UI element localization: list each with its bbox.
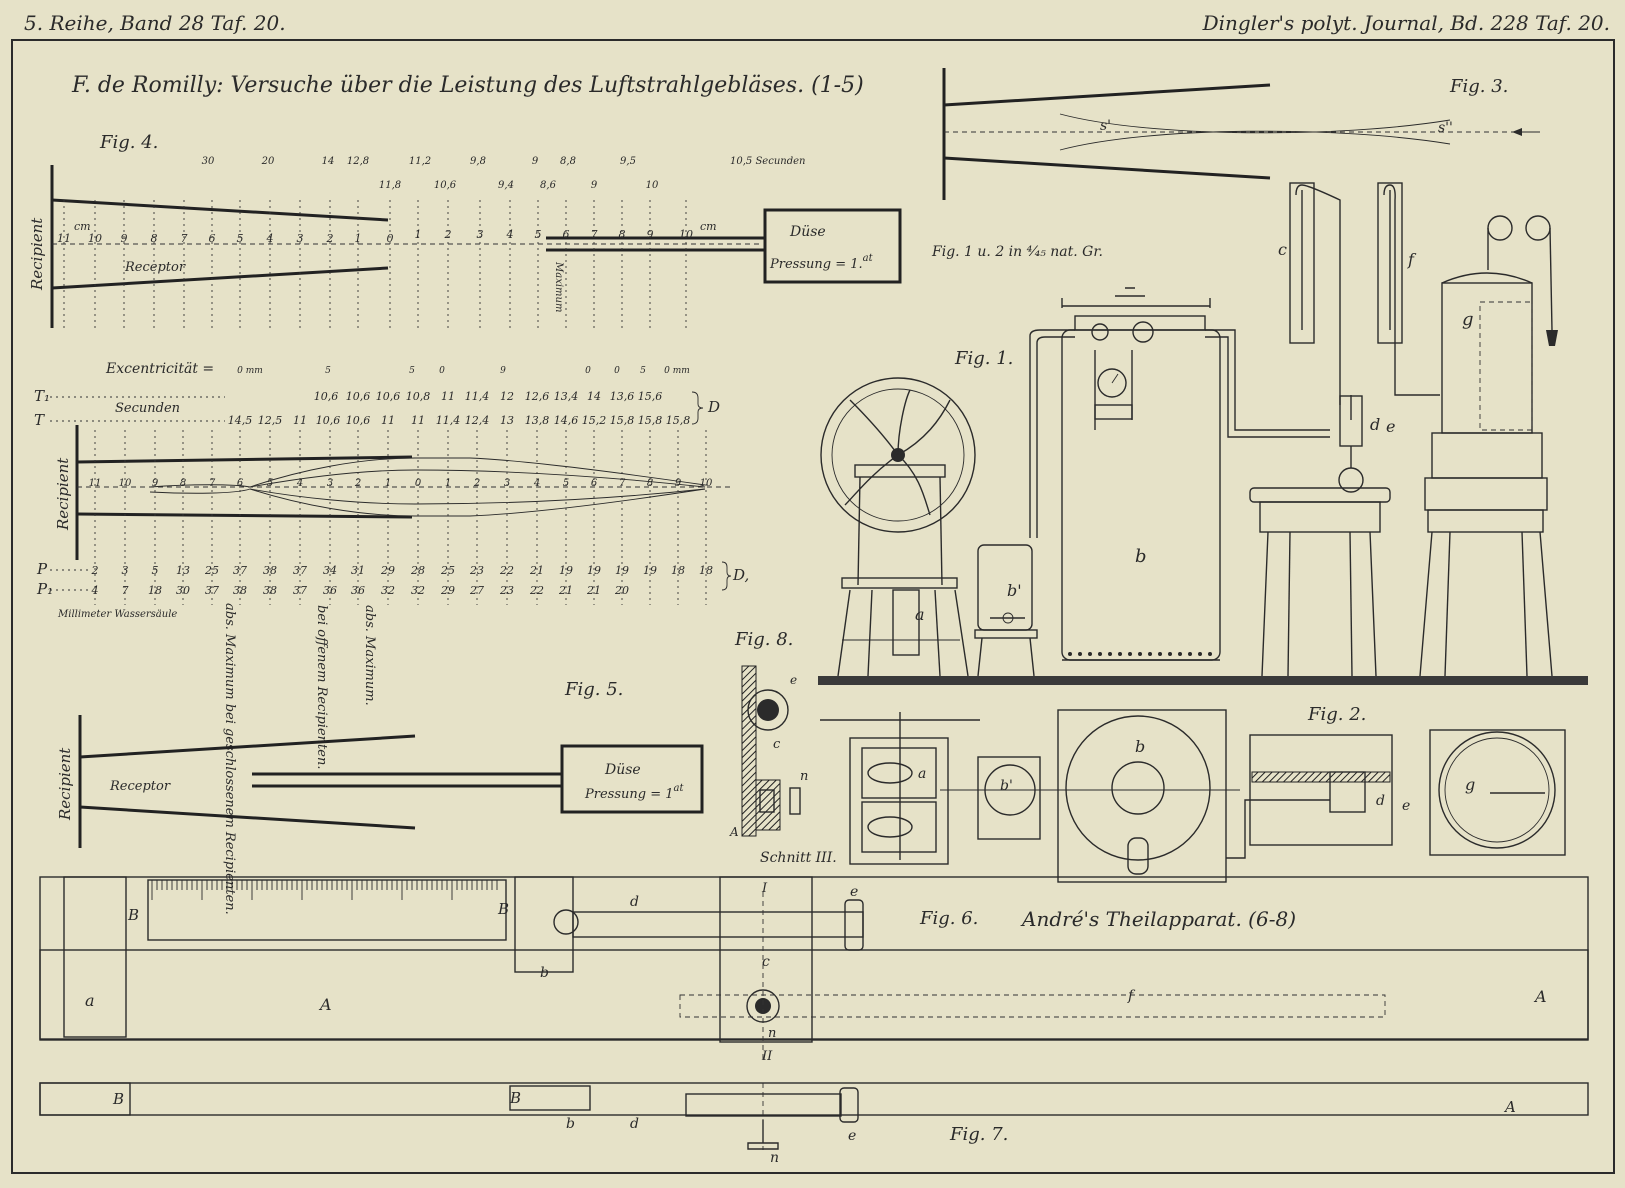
t1-value: 14 bbox=[587, 390, 601, 403]
excentricitaet-label: Excentricität = bbox=[106, 361, 215, 377]
fig4-recipient: Recipient bbox=[28, 217, 46, 290]
fig6-II: II bbox=[762, 1049, 773, 1064]
p-value: 34 bbox=[323, 564, 337, 577]
fig7-b: b bbox=[566, 1116, 575, 1132]
p1-value: 38 bbox=[263, 584, 277, 597]
exc-value: 5 bbox=[325, 366, 331, 376]
fig2-a: a bbox=[918, 766, 927, 782]
p-value: 29 bbox=[381, 564, 395, 577]
fig6-a: a bbox=[85, 991, 95, 1010]
fd-axis-tick: 11 bbox=[88, 478, 102, 489]
fig7-B2: B bbox=[510, 1089, 522, 1107]
fig4-seconds-label-2: 9 bbox=[590, 180, 598, 191]
p1-value: 20 bbox=[615, 584, 629, 597]
fig2-b1: b' bbox=[1000, 778, 1013, 794]
fig4-right-tick: 6 bbox=[562, 228, 570, 241]
fd-axis-tick: 3 bbox=[503, 478, 511, 489]
t-value: 15,2 bbox=[581, 414, 607, 427]
p1-value: 32 bbox=[411, 584, 425, 597]
fig4-seconds-label: 11,2 bbox=[408, 156, 432, 167]
header-right: Dingler's polyt. Journal, Bd. 228 Taf. 20. bbox=[1202, 11, 1610, 35]
fig6-label: Fig. 6. bbox=[920, 908, 979, 929]
fig8-e: e bbox=[790, 673, 798, 687]
note-abs-max: abs. Maximum. bbox=[362, 605, 377, 706]
t-value: 11,4 bbox=[435, 414, 461, 427]
p-value: 23 bbox=[470, 564, 484, 577]
fig6-d: d bbox=[630, 894, 639, 910]
fig6-c: c bbox=[762, 954, 770, 970]
fig5-recipient: Recipient bbox=[56, 747, 74, 820]
fig4-seconds-label-2: 10,6 bbox=[433, 180, 457, 191]
fig6-title: André's Theilapparat. (6-8) bbox=[1022, 907, 1296, 931]
t1-value: 13,4 bbox=[553, 390, 579, 403]
p-value: 25 bbox=[441, 564, 455, 577]
fd-axis-tick: 10 bbox=[118, 478, 132, 489]
fig2-label: Fig. 2. bbox=[1308, 704, 1367, 725]
fig1-g: g bbox=[1462, 309, 1474, 330]
fig4-seconds-label: 9,5 bbox=[620, 156, 636, 167]
fig4-seconds-label: 12,8 bbox=[346, 156, 370, 167]
fig4-right-tick: 7 bbox=[590, 228, 598, 241]
p-value: 19 bbox=[643, 564, 657, 577]
p-value: 19 bbox=[615, 564, 629, 577]
p1-label: P₁ bbox=[37, 580, 54, 598]
p-value: 22 bbox=[500, 564, 514, 577]
p-value: 28 bbox=[411, 564, 425, 577]
millimeter-label: Millimeter Wassersäule bbox=[58, 609, 178, 620]
t1-value: 12,6 bbox=[524, 390, 550, 403]
t-value: 14,6 bbox=[553, 414, 579, 427]
fig5-label: Fig. 5. bbox=[565, 679, 624, 700]
t1-value: 13,6 bbox=[609, 390, 635, 403]
fig4-seconds-label: 30 bbox=[201, 156, 215, 167]
t-value: 11 bbox=[381, 414, 395, 427]
fig7-d: d bbox=[630, 1116, 639, 1132]
p-value: 19 bbox=[559, 564, 573, 577]
p-value: 31 bbox=[351, 564, 365, 577]
fig4-right-tick: 3 bbox=[476, 228, 484, 241]
fig5-duese: Düse bbox=[605, 762, 641, 778]
fig7-B1: B bbox=[113, 1090, 125, 1108]
note-abs-max-closed: abs. Maximum bei geschlossenem Recipienten. bbox=[222, 603, 237, 915]
fig1-d: d bbox=[1370, 415, 1381, 434]
fig4-maximum: Maximum bbox=[553, 262, 564, 313]
p-value: 38 bbox=[263, 564, 277, 577]
t1-value: 10,6 bbox=[313, 390, 339, 403]
fig4-left-tick: 11 bbox=[57, 232, 71, 245]
p1-value: 36 bbox=[351, 584, 365, 597]
fig5-pressung: Pressung = $1^{at}$ bbox=[585, 783, 684, 802]
fig4-label: Fig. 4. bbox=[100, 132, 159, 153]
fd-axis-tick: 8 bbox=[646, 478, 654, 489]
fd-axis-tick: 3 bbox=[326, 478, 334, 489]
exc-value: 0 bbox=[614, 366, 620, 376]
exc-value: 0 bbox=[585, 366, 591, 376]
p-value: 21 bbox=[530, 564, 544, 577]
fig1-apparatus bbox=[818, 183, 1588, 685]
fig2-d: d bbox=[1376, 793, 1385, 809]
t1-value: 11,4 bbox=[464, 390, 490, 403]
t1-value: 15,6 bbox=[637, 390, 663, 403]
fig4-right-tick: 4 bbox=[506, 228, 514, 241]
p1-value: 22 bbox=[530, 584, 544, 597]
fig1-a: a bbox=[915, 605, 925, 624]
fig4-left-tick: 5 bbox=[236, 232, 244, 245]
t-value: 15,8 bbox=[665, 414, 691, 427]
p1-value: 7 bbox=[121, 584, 129, 597]
fig8-n: n bbox=[800, 769, 809, 784]
exc-value: 9 bbox=[500, 366, 506, 376]
fig4-duese: Düse bbox=[790, 224, 826, 240]
exc-unit: 0 mm bbox=[237, 366, 263, 376]
fig4-seconds-label: 20 bbox=[261, 156, 275, 167]
p1-value: 4 bbox=[91, 584, 99, 597]
fig4-pressung: Pressung = 1.$^{at}$ bbox=[770, 253, 873, 272]
fig4-seconds-label-2: 11,8 bbox=[378, 180, 402, 191]
fig6-I: I bbox=[762, 881, 768, 896]
fig4-seconds-label: 9,8 bbox=[470, 156, 486, 167]
fig4-left-tick: 1 bbox=[354, 232, 362, 245]
fig8-section bbox=[729, 629, 837, 866]
fig4-right-tick: 9 bbox=[646, 228, 654, 241]
fig4-seconds-label: 14 bbox=[321, 156, 335, 167]
fd-axis-tick: 0 bbox=[414, 478, 422, 489]
exc-value: 0 mm bbox=[664, 366, 690, 376]
p1-value: 32 bbox=[381, 584, 395, 597]
fig4-right-unit: cm bbox=[700, 220, 717, 233]
p1-value: 30 bbox=[176, 584, 190, 597]
fd-axis-tick: 7 bbox=[618, 478, 626, 489]
fig6-B1: B bbox=[128, 906, 140, 924]
fig4-left-tick: 3 bbox=[296, 232, 304, 245]
exc-value: 5 bbox=[409, 366, 415, 376]
fig8-c: c bbox=[773, 737, 781, 752]
fig4-seconds-label: 9 bbox=[531, 156, 539, 167]
fig3-s2: s'' bbox=[1438, 120, 1453, 136]
t-value: 11 bbox=[411, 414, 425, 427]
secunden-label: Secunden bbox=[115, 401, 181, 416]
fig7-A: A bbox=[1505, 1098, 1516, 1116]
fig4-seconds-label: 10,5 Secunden bbox=[730, 156, 806, 167]
fig3-s1: s' bbox=[1100, 118, 1112, 134]
p-value: 2 bbox=[91, 564, 99, 577]
p-value: 19 bbox=[587, 564, 601, 577]
fd-axis-tick: 9 bbox=[151, 478, 159, 489]
fd-axis-tick: 6 bbox=[590, 478, 598, 489]
fig4-left-unit: cm bbox=[74, 220, 91, 233]
fig6-B2: B bbox=[498, 900, 510, 918]
p1-value: 37 bbox=[293, 584, 307, 597]
fig4-left-tick: 0 bbox=[386, 232, 394, 245]
fig7-label: Fig. 7. bbox=[950, 1124, 1009, 1145]
fd-axis-tick: 2 bbox=[473, 478, 481, 489]
fig4-seconds-label-2: 10 bbox=[645, 180, 659, 191]
fig1-e: e bbox=[1386, 417, 1396, 436]
t-value: 13,8 bbox=[524, 414, 550, 427]
fd-axis-tick: 2 bbox=[354, 478, 362, 489]
fig6-b: b bbox=[540, 965, 549, 981]
brace-d1: D, bbox=[733, 566, 750, 584]
p-value: 13 bbox=[176, 564, 190, 577]
fig6-f: f bbox=[1128, 988, 1134, 1004]
fig3-label: Fig. 3. bbox=[1450, 76, 1509, 97]
fig1-label: Fig. 1. bbox=[955, 348, 1014, 369]
fig4-receptor: Receptor bbox=[125, 260, 186, 275]
fig6-e: e bbox=[850, 884, 859, 900]
fd-axis-tick: 5 bbox=[562, 478, 570, 489]
t-value: 10,6 bbox=[315, 414, 341, 427]
fd-recipient: Recipient bbox=[54, 457, 72, 530]
fig4-right-tick: 10 bbox=[679, 228, 693, 241]
fig7-side bbox=[40, 1083, 1588, 1166]
brace-d: D bbox=[708, 398, 721, 416]
t-value: 11 bbox=[293, 414, 307, 427]
fig2-e: e bbox=[1402, 798, 1411, 814]
t-value: 10,6 bbox=[345, 414, 371, 427]
p-value: 18 bbox=[699, 564, 713, 577]
p1-value: 38 bbox=[233, 584, 247, 597]
fig1-b1: b' bbox=[1007, 581, 1022, 600]
fd-axis-tick: 4 bbox=[296, 478, 304, 489]
fig4-left-tick: 9 bbox=[120, 232, 128, 245]
p-value: 5 bbox=[151, 564, 159, 577]
exc-value: 0 bbox=[439, 366, 445, 376]
fig4-right-tick: 8 bbox=[618, 228, 626, 241]
p1-value: 36 bbox=[323, 584, 337, 597]
fig4-left-tick: 6 bbox=[208, 232, 216, 245]
fig1-scale: Fig. 1 u. 2 in ⁴⁄₄₅ nat. Gr. bbox=[932, 244, 1103, 260]
fig4-seconds-label-2: 8,6 bbox=[540, 180, 556, 191]
fig4-right-tick: 1 bbox=[414, 228, 422, 241]
fig5-diagram bbox=[56, 679, 702, 848]
t-value: 13 bbox=[500, 414, 514, 427]
t-label: T bbox=[34, 411, 45, 429]
fig4-left-tick: 10 bbox=[88, 232, 102, 245]
exc-value: 5 bbox=[640, 366, 646, 376]
pressure-diagram bbox=[34, 361, 749, 915]
fig2-b: b bbox=[1135, 737, 1146, 756]
t-value: 12,5 bbox=[257, 414, 283, 427]
fig4-left-tick: 4 bbox=[266, 232, 274, 245]
fd-axis-tick: 6 bbox=[236, 478, 244, 489]
t-value: 12,4 bbox=[464, 414, 490, 427]
p1-value: 37 bbox=[205, 584, 219, 597]
fig4-right-tick: 5 bbox=[534, 228, 542, 241]
t1-label: T₁ bbox=[34, 387, 51, 405]
fig1-c: c bbox=[1278, 240, 1287, 259]
note-open: bei offenem Recipienten. bbox=[314, 605, 329, 770]
t1-value: 10,6 bbox=[345, 390, 371, 403]
fig2-plan bbox=[820, 704, 1565, 882]
p1-value: 18 bbox=[148, 584, 162, 597]
fd-axis-tick: 8 bbox=[179, 478, 187, 489]
t1-value: 10,6 bbox=[375, 390, 401, 403]
p1-value: 21 bbox=[587, 584, 601, 597]
fig4-left-tick: 8 bbox=[150, 232, 158, 245]
fig3-diagram bbox=[944, 68, 1540, 200]
fig6-A2: A bbox=[1535, 987, 1547, 1006]
header-left: 5. Reihe, Band 28 Taf. 20. bbox=[24, 11, 286, 35]
plate-title: F. de Romilly: Versuche über die Leistung des Luftstrahlgebläses. (1-5) bbox=[72, 73, 864, 98]
p-value: 37 bbox=[293, 564, 307, 577]
fd-axis-tick: 7 bbox=[208, 478, 216, 489]
fig4-right-tick: 2 bbox=[444, 228, 452, 241]
p1-value: 21 bbox=[559, 584, 573, 597]
t-value: 14,5 bbox=[227, 414, 253, 427]
fig8-A: A bbox=[730, 825, 739, 839]
t1-value: 12 bbox=[500, 390, 514, 403]
p1-value: 29 bbox=[441, 584, 455, 597]
fig4-left-tick: 2 bbox=[326, 232, 334, 245]
fd-axis-tick: 9 bbox=[674, 478, 682, 489]
p-value: 37 bbox=[233, 564, 247, 577]
fig8-schnitt: Schnitt III. bbox=[760, 850, 837, 866]
fig4-diagram bbox=[28, 132, 900, 330]
fig1-f: f bbox=[1408, 250, 1414, 269]
t-value: 15,8 bbox=[609, 414, 635, 427]
p-value: 18 bbox=[671, 564, 685, 577]
fd-axis-tick: 1 bbox=[384, 478, 392, 489]
t1-value: 10,8 bbox=[405, 390, 431, 403]
p1-value: 27 bbox=[470, 584, 484, 597]
fig4-seconds-label: 8,8 bbox=[560, 156, 576, 167]
p-value: 3 bbox=[121, 564, 129, 577]
fd-axis-tick: 5 bbox=[266, 478, 274, 489]
fig6-A1: A bbox=[320, 995, 332, 1014]
t-value: 15,8 bbox=[637, 414, 663, 427]
p1-value: 23 bbox=[500, 584, 514, 597]
p-label: P bbox=[37, 560, 48, 578]
t1-value: 11 bbox=[441, 390, 455, 403]
fig7-e: e bbox=[848, 1128, 857, 1144]
fig6-n: n bbox=[768, 1026, 777, 1041]
fig2-g: g bbox=[1465, 775, 1476, 794]
p-value: 25 bbox=[205, 564, 219, 577]
fig5-receptor: Receptor bbox=[110, 779, 171, 794]
fig1-b: b bbox=[1135, 546, 1147, 567]
fd-axis-tick: 4 bbox=[533, 478, 541, 489]
fig6-divider bbox=[40, 877, 1588, 1064]
fig7-n: n bbox=[770, 1150, 780, 1166]
fig4-seconds-label-2: 9,4 bbox=[498, 180, 514, 191]
fig8-label: Fig. 8. bbox=[735, 629, 794, 650]
fd-axis-tick: 1 bbox=[444, 478, 452, 489]
fig4-left-tick: 7 bbox=[180, 232, 188, 245]
fd-axis-tick: 10 bbox=[699, 478, 713, 489]
